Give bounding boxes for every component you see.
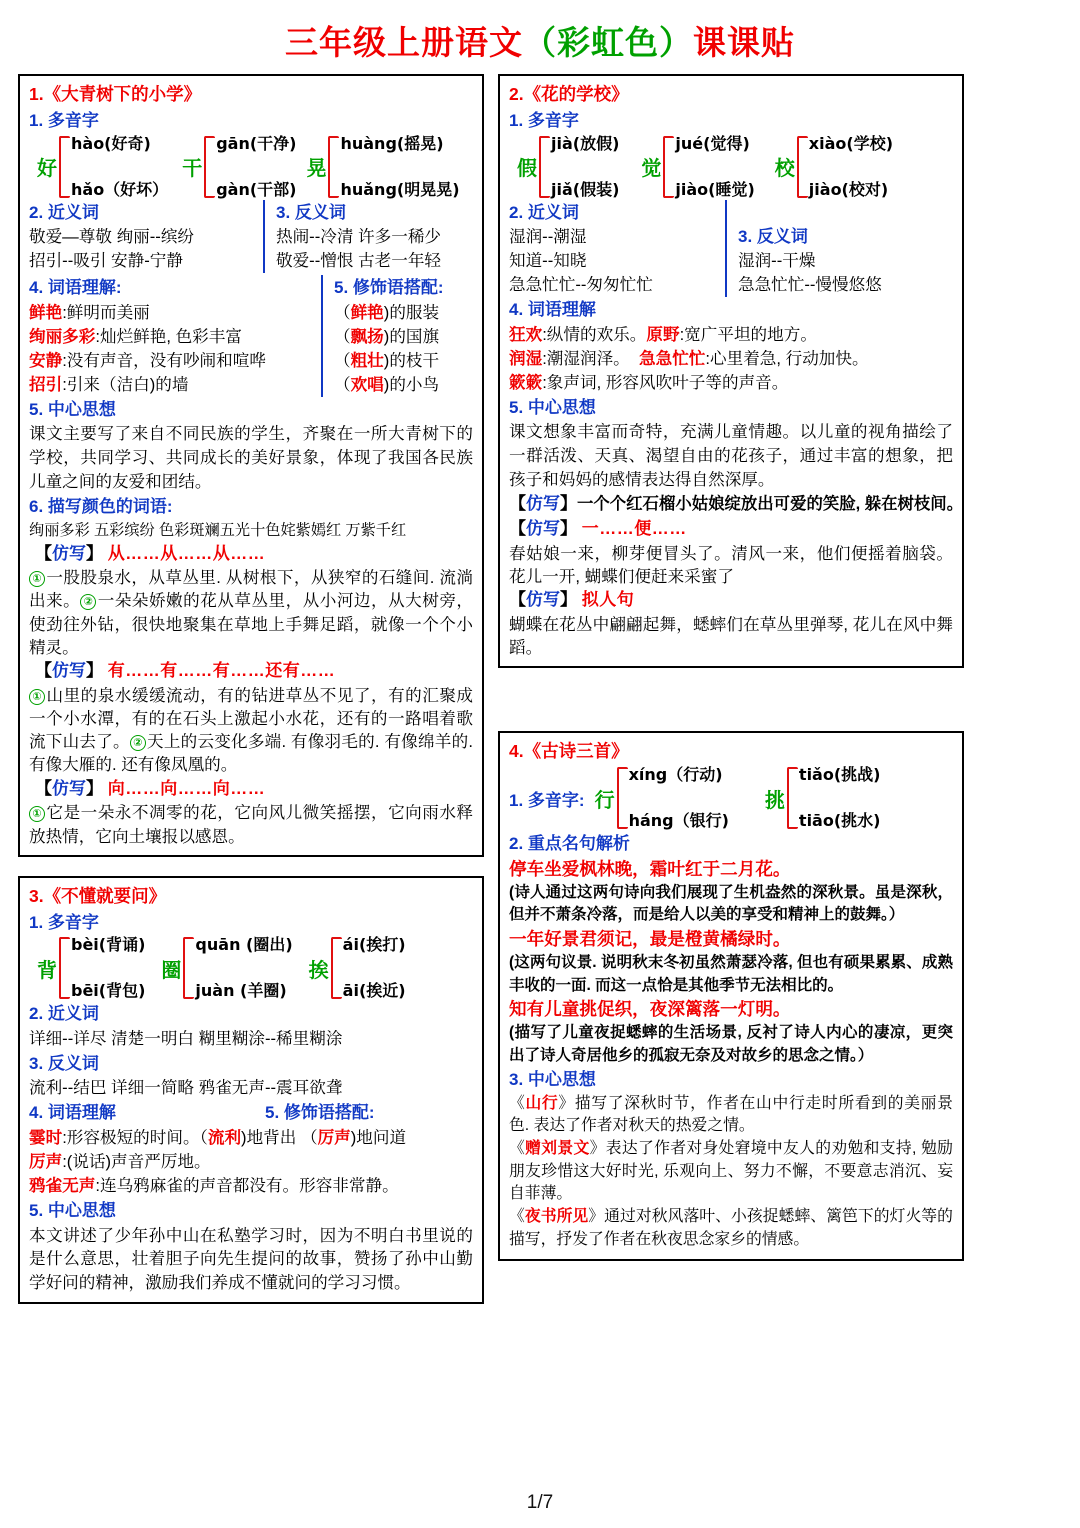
lesson-1-section-modifier: 5. 修饰语搭配: — [334, 278, 444, 298]
famous-line: 停车坐爱枫林晚，霜叶红于二月花。 — [509, 858, 791, 879]
poem-main-idea-text: 描写了深秋时节，作者在山中行走时所看到的美丽景色. 表达了作者对秋天的热爱之情。 — [509, 1094, 953, 1135]
lesson-4-section-famous-lines: 2. 重点名句解析 — [509, 834, 630, 854]
polyphone-reading-top: xiào(学校) — [808, 133, 894, 153]
imitation-example-text: 春姑娘一来，柳芽便冒头了。清风一来，他们便摇着脑袋。花儿一开, 蝴蝶们便赶来采蜜了 — [509, 543, 953, 586]
word-term: 狂欢 — [509, 324, 543, 344]
lesson-1-section-main-idea: 5. 中心思想 — [29, 399, 116, 419]
polyphone-item — [774, 133, 894, 199]
famous-line-note: (诗人通过这两句诗向我们展现了生机盎然的深秋景。虽是深秋，但并不萧条冷落，而是给人以美的享受和精神上的鼓舞。） — [509, 884, 953, 924]
polyphone-char: 假 — [517, 158, 537, 181]
polyphone-reading-bottom: jiào(校对) — [808, 179, 889, 199]
lesson-card-2 — [498, 74, 964, 668]
word-definition: :(说话)声音严厉地。 — [62, 1151, 211, 1171]
imitation-header — [29, 542, 473, 567]
word-definition: :象声词, 形容风吹叶子等的声音。 — [542, 372, 789, 392]
lesson-3-main-idea-text: 本文讲述了少年孙中山在私塾学习时，因为不明白书里说的是什么意思，壮着胆子向先生提问的故事，赞扬了孙中山勤学好问的精神，激励我们养成不懂就问的学习习惯。 — [29, 1225, 473, 1293]
polyphone-char: 背 — [37, 959, 57, 982]
word-term: 急急忙忙 — [639, 348, 706, 368]
polyphone-char: 校 — [774, 158, 795, 181]
page-title-part2: 课课贴 — [693, 24, 795, 61]
polyphone-readings — [71, 133, 169, 199]
lesson-3-section-main-idea: 5. 中心思想 — [29, 1201, 116, 1221]
lesson-1-polyphone-row — [29, 133, 473, 199]
word-term: 簌簌 — [509, 372, 543, 392]
modifier-item: （欢唱)的小鸟 — [334, 374, 440, 394]
polyphone-reading-top: hào(好奇) — [71, 133, 151, 153]
word-understanding-item — [29, 1150, 473, 1174]
imitation-example-text: 山里的泉水缓缓流动，有的钻进草丛不见了，有的汇聚成一个小水潭，有的在石头上激起小水花，还有的一路唱着歌流下山去了。 — [29, 685, 473, 752]
polyphone-char: 觉 — [641, 158, 662, 181]
imitation-label: 【仿写】 — [509, 589, 577, 609]
antonym-line: 急急忙忙--慢慢悠悠 — [738, 275, 882, 295]
polyphone-reading-top: jué(觉得) — [675, 133, 750, 153]
lesson-2-syn-ant-split — [509, 200, 953, 298]
modifier-item: （飘扬)的国旗 — [334, 326, 440, 346]
polyphone-reading-bottom: háng（银行) — [628, 811, 729, 831]
imitation-pattern: 从……从……从…… — [107, 543, 266, 563]
polyphone-reading-top: gān(干净) — [216, 133, 297, 153]
bracket-icon — [539, 136, 550, 198]
word-term: 安静 — [29, 350, 63, 370]
lesson-3-section-word-understand: 4. 词语理解 — [29, 1103, 116, 1123]
imitation-example-text: 一朵朵娇嫩的花从草丛里，从小河边，从大树旁，使劲往外钻，很快地聚集在草地上手舞足蹈，就像一个个小精灵。 — [29, 591, 474, 657]
imitation-header — [29, 659, 473, 684]
lesson-1-understand-modifier-split — [29, 275, 473, 397]
lesson-3-synonyms: 详细--详尽 清楚一明白 糊里糊涂--稀里糊涂 — [29, 1028, 343, 1048]
famous-line-note: (描写了儿童夜捉蟋蟀的生活场景, 反衬了诗人内心的凄凉，更突出了诗人奇居他乡的孤寂无奈及对故乡的思念之情。） — [509, 1024, 953, 1064]
lesson-1-section-word-understand: 4. 词语理解: — [29, 278, 122, 298]
lesson-3-section-modifier: 5. 修饰语搭配: — [265, 1103, 375, 1123]
lesson-1-syn-ant-split — [29, 200, 473, 274]
bracket-icon — [328, 136, 339, 198]
lesson-2-section-synonym: 2. 近义词 — [509, 202, 579, 222]
imitation-header — [509, 517, 953, 542]
bracket-icon — [787, 767, 798, 829]
synonym-line: 敬爱—尊敬 绚丽--缤纷 — [29, 227, 195, 247]
polyphone-readings — [629, 767, 729, 829]
famous-line: 知有儿童挑促织，夜深篱落一灯明。 — [509, 998, 791, 1019]
polyphone-reading-bottom: gàn(干部) — [216, 179, 297, 199]
polyphone-reading-top: xíng（行动) — [628, 765, 723, 785]
poem-title: 山行 — [525, 1094, 559, 1112]
polyphone-char: 挨 — [308, 959, 329, 982]
bracket-icon — [59, 136, 70, 198]
bracket-icon — [797, 136, 808, 198]
polyphone-item — [595, 767, 729, 829]
lesson-1-title: 1.《大青树下的小学》 — [29, 84, 202, 104]
lesson-2-main-idea-text: 课文想象丰富而奇特，充满儿童情趣。以儿童的视角描绘了一群活泼、天真、渴望自由的花孩子，通过丰富的想象，把孩子和妈妈的感情表达得自然深厚。 — [509, 422, 953, 490]
imitation-label: 【仿写】 — [509, 494, 577, 514]
polyphone-readings — [340, 133, 460, 199]
lesson-3-section-synonym: 2. 近义词 — [29, 1004, 99, 1024]
modifier-word: 厉声 — [317, 1127, 351, 1147]
polyphone-char: 挑 — [764, 789, 785, 812]
synonym-line: 招引--吸引 安静-宁静 — [29, 251, 183, 271]
polyphone-readings — [195, 937, 292, 999]
modifier-tail: )地问道 — [350, 1127, 407, 1147]
imitation-example-text: 它是一朵永不凋零的花，它向风儿微笑摇摆，它向雨水释放热情，它向土壤报以感恩。 — [29, 803, 473, 846]
antonym-spacer — [738, 200, 953, 224]
lesson-4-title: 4.《古诗三首》 — [509, 741, 629, 762]
modifier-tail: )地背出 — [241, 1127, 297, 1147]
word-definition: :连乌鸦麻雀的声音都没有。形容非常静。 — [95, 1176, 399, 1196]
polyphone-reading-top: quān (圈出) — [195, 935, 293, 955]
polyphone-reading-bottom: jiǎ(假装) — [551, 179, 620, 199]
word-term: 绚丽多彩 — [29, 326, 96, 346]
polyphone-reading-bottom: bēi(背包) — [71, 981, 146, 1001]
word-term: 招引 — [29, 374, 63, 394]
imitation-pattern: 向……向……向…… — [107, 778, 266, 798]
poem-main-idea-text: 通过对秋风落叶、小孩捉蟋蟀、篱笆下的灯火等的描写，抒发了作者在秋夜思念家乡的情感。 — [509, 1208, 953, 1248]
bracket-icon — [331, 937, 342, 999]
polyphone-item — [37, 133, 169, 199]
lesson-1-word-understanding-block — [29, 275, 321, 397]
word-understanding-item — [509, 347, 953, 371]
polyphone-reading-bottom: hǎo（好坏） — [71, 179, 169, 199]
polyphone-reading-top: ái(挨打) — [342, 935, 406, 955]
imitation-example-text: 天上的云变化多端. 有像羽毛的. 有像绵羊的. 有像大雁的. 还有像凤凰的。 — [29, 732, 473, 775]
polyphone-reading-bottom: huǎng(明晃晃) — [340, 179, 460, 199]
imitation-example — [29, 801, 473, 847]
modifier-word: 流利 — [207, 1127, 242, 1147]
polyphone-item — [182, 133, 297, 199]
lesson-1-section-color-words: 6. 描写颜色的词语: — [29, 497, 173, 517]
polyphone-readings — [551, 133, 620, 199]
antonym-line: 敬爱--憎恨 古老一年轻 — [276, 251, 442, 271]
lesson-3-section-antonym: 3. 反义词 — [29, 1053, 99, 1073]
word-term: 厉声 — [29, 1151, 63, 1171]
lesson-card-4 — [498, 731, 964, 1261]
word-definition: :纵情的欢乐。 — [542, 324, 647, 344]
lesson-3-title: 3.《不懂就要问》 — [29, 885, 167, 906]
word-understanding-item — [509, 371, 953, 395]
word-definition: :形容极短的时间。 — [62, 1127, 200, 1147]
polyphone-reading-top: huàng(摇晃) — [340, 133, 444, 153]
imitation-header — [29, 777, 473, 802]
word-term: 霎时 — [29, 1127, 63, 1147]
imitation-example — [29, 684, 473, 777]
polyphone-item — [765, 767, 881, 829]
lesson-2-polyphone-row — [509, 133, 953, 199]
word-term: 原野 — [646, 324, 680, 344]
polyphone-readings — [808, 133, 894, 199]
word-definition: :灿烂鲜艳, 色彩丰富 — [95, 326, 242, 346]
polyphone-char: 行 — [594, 789, 615, 812]
modifier-tail: 的服装 — [389, 302, 440, 322]
circled-number-icon: ① — [29, 806, 45, 822]
word-definition: :心里着急, 行动加快。 — [705, 348, 869, 368]
lesson-2-section-main-idea: 5. 中心思想 — [509, 397, 596, 417]
lesson-4-section-main-idea: 3. 中心思想 — [509, 1070, 596, 1090]
imitation-example-text: 蝴蝶在花丛中翩翩起舞，蟋蟀们在草丛里弹琴, 花儿在风中舞蹈。 — [509, 614, 953, 657]
word-definition: :鲜明而美丽 — [62, 302, 150, 322]
imitation-label: 【仿写】 — [35, 778, 103, 798]
modifier-word: 飘扬 — [350, 326, 384, 346]
polyphone-reading-top: bèi(背诵) — [71, 935, 146, 955]
polyphone-reading-bottom: tiāo(挑水) — [798, 811, 881, 831]
circled-number-icon: ② — [80, 594, 96, 610]
bracket-icon — [204, 136, 215, 198]
polyphone-item — [306, 133, 460, 199]
poem-main-idea: 《山行》描写了深秋时节，作者在山中行走时所看到的美丽景色. 表达了作者对秋天的热爱之情。 — [509, 1094, 953, 1135]
polyphone-reading-top: tiǎo(挑战) — [798, 765, 881, 785]
lesson-3-polyphone-row — [29, 937, 473, 999]
lesson-2-antonyms-block — [725, 200, 953, 298]
word-definition: :引来（洁白)的墙 — [62, 374, 189, 394]
poem-main-idea: 《赠刘景文》表达了作者对身处窘境中友人的劝勉和支持, 勉励朋友珍惜这大好时光, 乐观向上、努力不懈，不要意志消沉、妄自菲薄。 — [509, 1139, 953, 1203]
word-term: 鲜艳 — [29, 302, 63, 322]
polyphone-readings — [675, 133, 755, 199]
poem-main-idea: 《夜书所见》通过对秋风落叶、小孩捉蟋蟀、篱笆下的灯火等的描写，抒发了作者在秋夜思念家乡的情感。 — [509, 1208, 953, 1248]
word-understanding-item — [509, 323, 953, 347]
word-understanding-item — [29, 301, 313, 325]
bracket-icon — [183, 937, 194, 999]
polyphone-reading-bottom: jiào(睡觉) — [675, 179, 755, 199]
lesson-1-section-synonym: 2. 近义词 — [29, 202, 99, 222]
bracket-icon — [663, 136, 674, 198]
lesson-card-3 — [18, 876, 484, 1305]
famous-line: 一年好景君须记，最是橙黄橘绿时。 — [509, 928, 791, 949]
word-understanding-item — [29, 1174, 473, 1198]
polyphone-readings — [343, 937, 406, 999]
circled-number-icon: ② — [130, 735, 146, 751]
poem-main-idea-text: 表达了作者对身处窘境中友人的劝勉和支持, 勉励朋友珍惜这大好时光, 乐观向上、努力不懈，不要意志消沉、妄自菲薄。 — [509, 1139, 953, 1203]
modifier-word: 鲜艳 — [350, 302, 384, 322]
lesson-2-section-antonym: 3. 反义词 — [738, 226, 808, 246]
modifier-item: （鲜艳)的服装 — [334, 302, 440, 322]
bracket-icon — [617, 767, 628, 829]
synonym-line: 急急忙忙--匆匆忙忙 — [509, 275, 653, 295]
content-columns — [0, 74, 1080, 1304]
lesson-1-section-antonym: 3. 反义词 — [276, 202, 346, 222]
lesson-1-main-idea-text: 课文主要写了来自不同民族的学生，齐聚在一所大青树下的学校，共同学习、共同成长的美好景象，体现了我国各民族儿童之间的友爱和团结。 — [29, 424, 473, 492]
imitation-example — [29, 566, 473, 659]
polyphone-char: 圈 — [161, 959, 182, 982]
imitation-header — [509, 588, 953, 613]
word-understanding-item — [29, 349, 313, 373]
synonym-line: 知道--知晓 — [509, 251, 587, 271]
modifier-tail: 的枝干 — [389, 350, 440, 370]
polyphone-item — [517, 133, 620, 199]
word-definition: :宽广平坦的地方。 — [679, 324, 817, 344]
imitation-pattern: 拟人句 — [581, 589, 635, 609]
modifier-word: 欢唱 — [350, 374, 384, 394]
word-understanding-item — [29, 325, 313, 349]
polyphone-readings — [216, 133, 297, 199]
page-title — [0, 0, 1080, 74]
imitation-label: 【仿写】 — [509, 518, 577, 538]
imitation-example-text: 一股股泉水，从草丛里. 从树根下，从狭窄的石缝间. 流淌出来。 — [29, 568, 473, 611]
page-number: 1/7 — [526, 1492, 554, 1513]
polyphone-char: 好 — [37, 158, 57, 181]
polyphone-item — [641, 133, 755, 199]
lesson-1-synonyms-block — [29, 200, 263, 274]
lesson-card-1 — [18, 74, 484, 857]
lesson-4-polyphone-row — [509, 767, 953, 829]
bracket-icon — [59, 937, 70, 999]
lesson-3-understanding-with-modifier: 霎时:形容极短的时间。（流利)地背出 （厉声)地问道 — [29, 1127, 407, 1147]
page-title-rainbow: （彩虹色） — [523, 24, 693, 61]
lesson-1-antonyms-block — [263, 200, 473, 274]
modifier-tail: 的国旗 — [389, 326, 440, 346]
synonym-line: 湿润--潮湿 — [509, 227, 587, 247]
circled-number-icon: ① — [29, 571, 45, 587]
imitation-inline-text: 一个个红石榴小姑娘绽放出可爱的笑脸, 躲在树枝间。 — [577, 495, 964, 514]
imitation-label: 【仿写】 — [35, 543, 103, 563]
poem-title: 赠刘景文 — [525, 1139, 590, 1157]
word-term: 鸦雀无声 — [29, 1176, 96, 1196]
lesson-4-section-polyphone: 1. 多音字: — [509, 790, 585, 810]
lesson-1-modifier-block — [321, 275, 473, 397]
famous-line-note: (这两句议景. 说明秋末冬初虽然萧瑟冷落, 但也有硕果累累、成熟丰收的一面. 而这一点恰是其他季节无法相比的。 — [509, 954, 953, 994]
polyphone-char: 晃 — [306, 158, 327, 181]
modifier-item: （粗壮)的枝干 — [334, 350, 440, 370]
polyphone-item — [161, 937, 292, 999]
lesson-2-title: 2.《花的学校》 — [509, 84, 629, 104]
word-term: 润湿 — [509, 348, 543, 368]
polyphone-item — [37, 937, 145, 999]
polyphone-readings — [71, 937, 145, 999]
imitation-label: 【仿写】 — [35, 661, 103, 681]
lesson-2-synonyms-block — [509, 200, 725, 298]
antonym-line: 湿润--干燥 — [738, 251, 816, 271]
polyphone-item — [309, 937, 406, 999]
lesson-3-section-polyphone: 1. 多音字 — [29, 912, 99, 932]
polyphone-reading-bottom: āi(挨近) — [342, 981, 406, 1001]
left-column — [18, 74, 484, 1304]
polyphone-reading-top: jià(放假) — [551, 133, 620, 153]
poem-title: 夜书所见 — [524, 1208, 589, 1226]
modifier-tail: 的小鸟 — [389, 374, 440, 394]
imitation-pattern: 有……有……有……还有…… — [107, 661, 336, 681]
right-column — [498, 74, 964, 1261]
lesson-2-section-polyphone: 1. 多音字 — [509, 111, 579, 131]
lesson-3-antonyms: 流利--结巴 详细一简略 鸦雀无声--震耳欲聋 — [29, 1078, 343, 1098]
antonym-line: 热闹--冷清 许多一稀少 — [276, 227, 442, 247]
modifier-word: 粗壮 — [350, 350, 384, 370]
word-definition: :潮湿润泽。 — [542, 348, 630, 368]
imitation-header — [509, 492, 964, 517]
lesson-1-section-polyphone: 1. 多音字 — [29, 111, 99, 131]
polyphone-reading-bottom: juàn (羊圈) — [195, 981, 287, 1001]
polyphone-readings — [799, 767, 881, 829]
polyphone-char: 干 — [182, 158, 203, 181]
page-title-part1: 三年级上册语文 — [285, 24, 523, 61]
imitation-pattern: 一……便…… — [581, 518, 687, 538]
word-understanding-item — [29, 373, 313, 397]
lesson-2-section-word-understand: 4. 词语理解 — [509, 300, 596, 320]
word-definition: :没有声音，没有吵闹和喧哗 — [62, 350, 266, 370]
circled-number-icon: ① — [29, 689, 45, 705]
lesson-1-color-words: 绚丽多彩 五彩缤纷 色彩斑斓五光十色姹紫嫣红 万紫千红 — [29, 521, 407, 539]
